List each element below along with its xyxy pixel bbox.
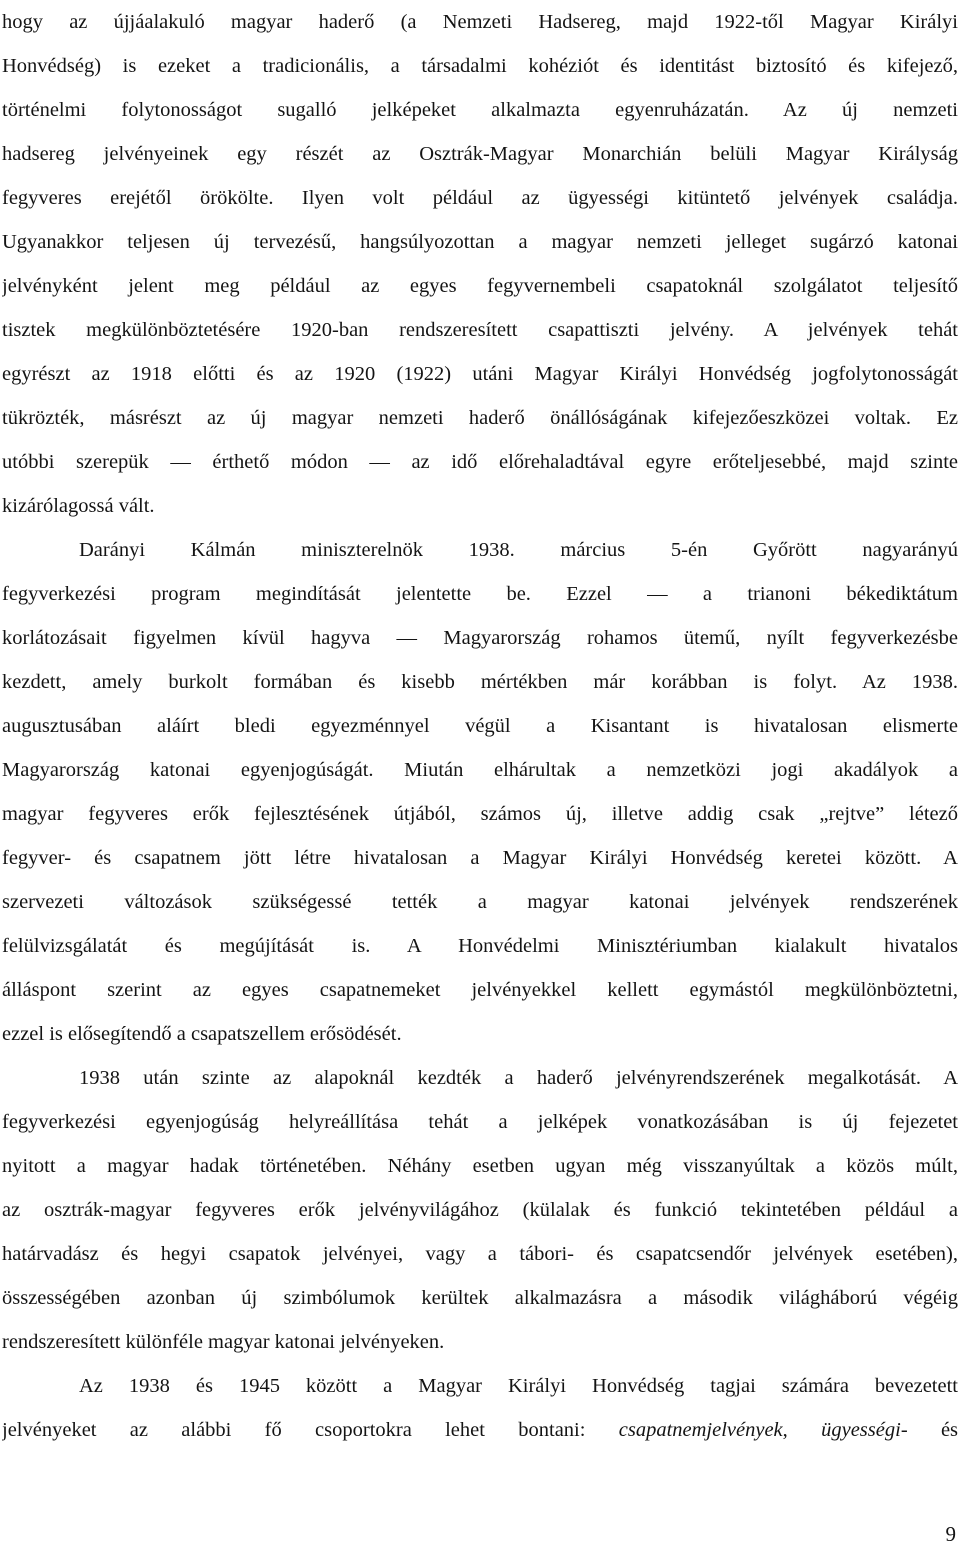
text-line: felülvizsgálatát és megújítását is. A Honvédelmi Minisztériumban kialakult hivatalos (2, 935, 958, 957)
text-line: rendszeresített különféle magyar katonai jelvényeken. (2, 1331, 445, 1353)
italic-term-csapatnemjelvenyek: csapatnemjelvények (618, 1419, 783, 1441)
text-line: 1938 után szinte az alapoknál kezdték a haderő jelvényrendszerének megalkotását. A (79, 1067, 958, 1089)
paragraph-4 (2, 1364, 958, 1452)
text-line: ezzel is elősegítendő a csapatszellem erősödését. (2, 1023, 402, 1045)
text-line: kezdett, amely burkolt formában és kisebb mértékben már korábban is folyt. Az 1938. (2, 671, 958, 693)
text-line: határvadász és hegyi csapatok jelvényei, vagy a tábori- és csapatcsendőr jelvények esetében), (2, 1243, 958, 1265)
text-line: kizárólagossá vált. (2, 495, 155, 517)
text-line: hogy az újjáalakuló magyar haderő (a Nemzeti Hadsereg, majd 1922-től Magyar Királyi (2, 11, 958, 33)
text-line: nyitott a magyar hadak történetében. Néhány esetben ugyan még visszanyúltak a közös múlt, (2, 1155, 958, 1177)
text-line: korlátozásait figyelmen kívül hagyva ― Magyarország rohamos ütemű, nyílt fegyverkezésbe (2, 627, 958, 649)
text-line: összességében azonban új szimbólumok kerültek alkalmazásra a második világháború végéig (2, 1287, 958, 1309)
text-line: Magyarország katonai egyenjogúságát. Miután elhárultak a nemzetközi jogi akadályok a (2, 759, 958, 781)
text-line: az osztrák-magyar fegyveres erők jelvényvilágához (külalak és funkció tekintetében például a (2, 1199, 958, 1221)
paragraph-2 (2, 528, 958, 1056)
document-page (2, 0, 958, 1452)
text-run: - és (900, 1419, 958, 1441)
text-line: történelmi folytonosságot sugalló jelképeket alkalmazta egyenruházatán. Az új nemzeti (2, 99, 958, 121)
text-line: Ugyanakkor teljesen új tervezésű, hangsúlyozottan a magyar nemzeti jelleget sugárzó katonai (2, 231, 958, 253)
text-line: fegyverkezési egyenjogúság helyreállítása tehát a jelképek vonatkozásában is új fejezetet (2, 1111, 958, 1133)
text-line: magyar fegyveres erők fejlesztésének útjából, számos új, illetve addig csak „rejtve” létező (2, 803, 958, 825)
italic-term-ugyessegi: ügyességi (821, 1419, 901, 1441)
text-line: augusztusában aláírt bledi egyezménnyel végül a Kisantant is hivatalosan elismerte (2, 715, 958, 737)
text-line: tisztek megkülönböztetésére 1920-ban rendszeresített csapattiszti jelvény. A jelvények tehát (2, 319, 958, 341)
text-line: Honvédség) is ezeket a tradicionális, a társadalmi kohéziót és identitást biztosító és kifejező, (2, 55, 958, 77)
text-run: , (782, 1419, 822, 1441)
text-line: álláspont szerint az egyes csapatnemeket jelvényekkel kellett egymástól megkülönböztetni, (2, 979, 958, 1001)
text-line: tükrözték, másrészt az új magyar nemzeti haderő önállóságának kifejezőeszközei voltak. Ez (2, 407, 958, 429)
text-run: jelvényeket az alábbi fő csoportokra lehet bontani: (2, 1419, 619, 1441)
text-line: Darányi Kálmán miniszterelnök 1938. március 5-én Győrött nagyarányú (79, 539, 958, 561)
paragraph-3 (2, 1056, 958, 1364)
text-line: szervezeti változások szükségessé tették a magyar katonai jelvények rendszerének (2, 891, 958, 913)
text-line: fegyver- és csapatnem jött létre hivatalosan a Magyar Királyi Honvédség keretei között. A (2, 847, 958, 869)
text-line: fegyverkezési program megindítását jelentette be. Ezzel ― a trianoni békediktátum (2, 583, 958, 605)
paragraph-1 (2, 0, 958, 528)
text-line (2, 1408, 958, 1452)
text-line: fegyveres erejétől örökölte. Ilyen volt például az ügyességi kitüntető jelvények családja. (2, 187, 958, 209)
text-line: Az 1938 és 1945 között a Magyar Királyi Honvédség tagjai számára bevezetett (79, 1375, 958, 1397)
text-line: egyrészt az 1918 előtti és az 1920 (1922) utáni Magyar Királyi Honvédség jogfolytonosságát (2, 363, 958, 385)
page-number: 9 (945, 1522, 956, 1546)
text-line: utóbbi szerepük ― érthető módon ― az idő előrehaladtával egyre erőteljesebbé, majd szinte (2, 451, 958, 473)
text-line: jelvényként jelent meg például az egyes fegyvernembeli csapatoknál szolgálatot teljesítő (2, 275, 958, 297)
text-line: hadsereg jelvényeinek egy részét az Osztrák-Magyar Monarchián belüli Magyar Királyság (2, 143, 958, 165)
